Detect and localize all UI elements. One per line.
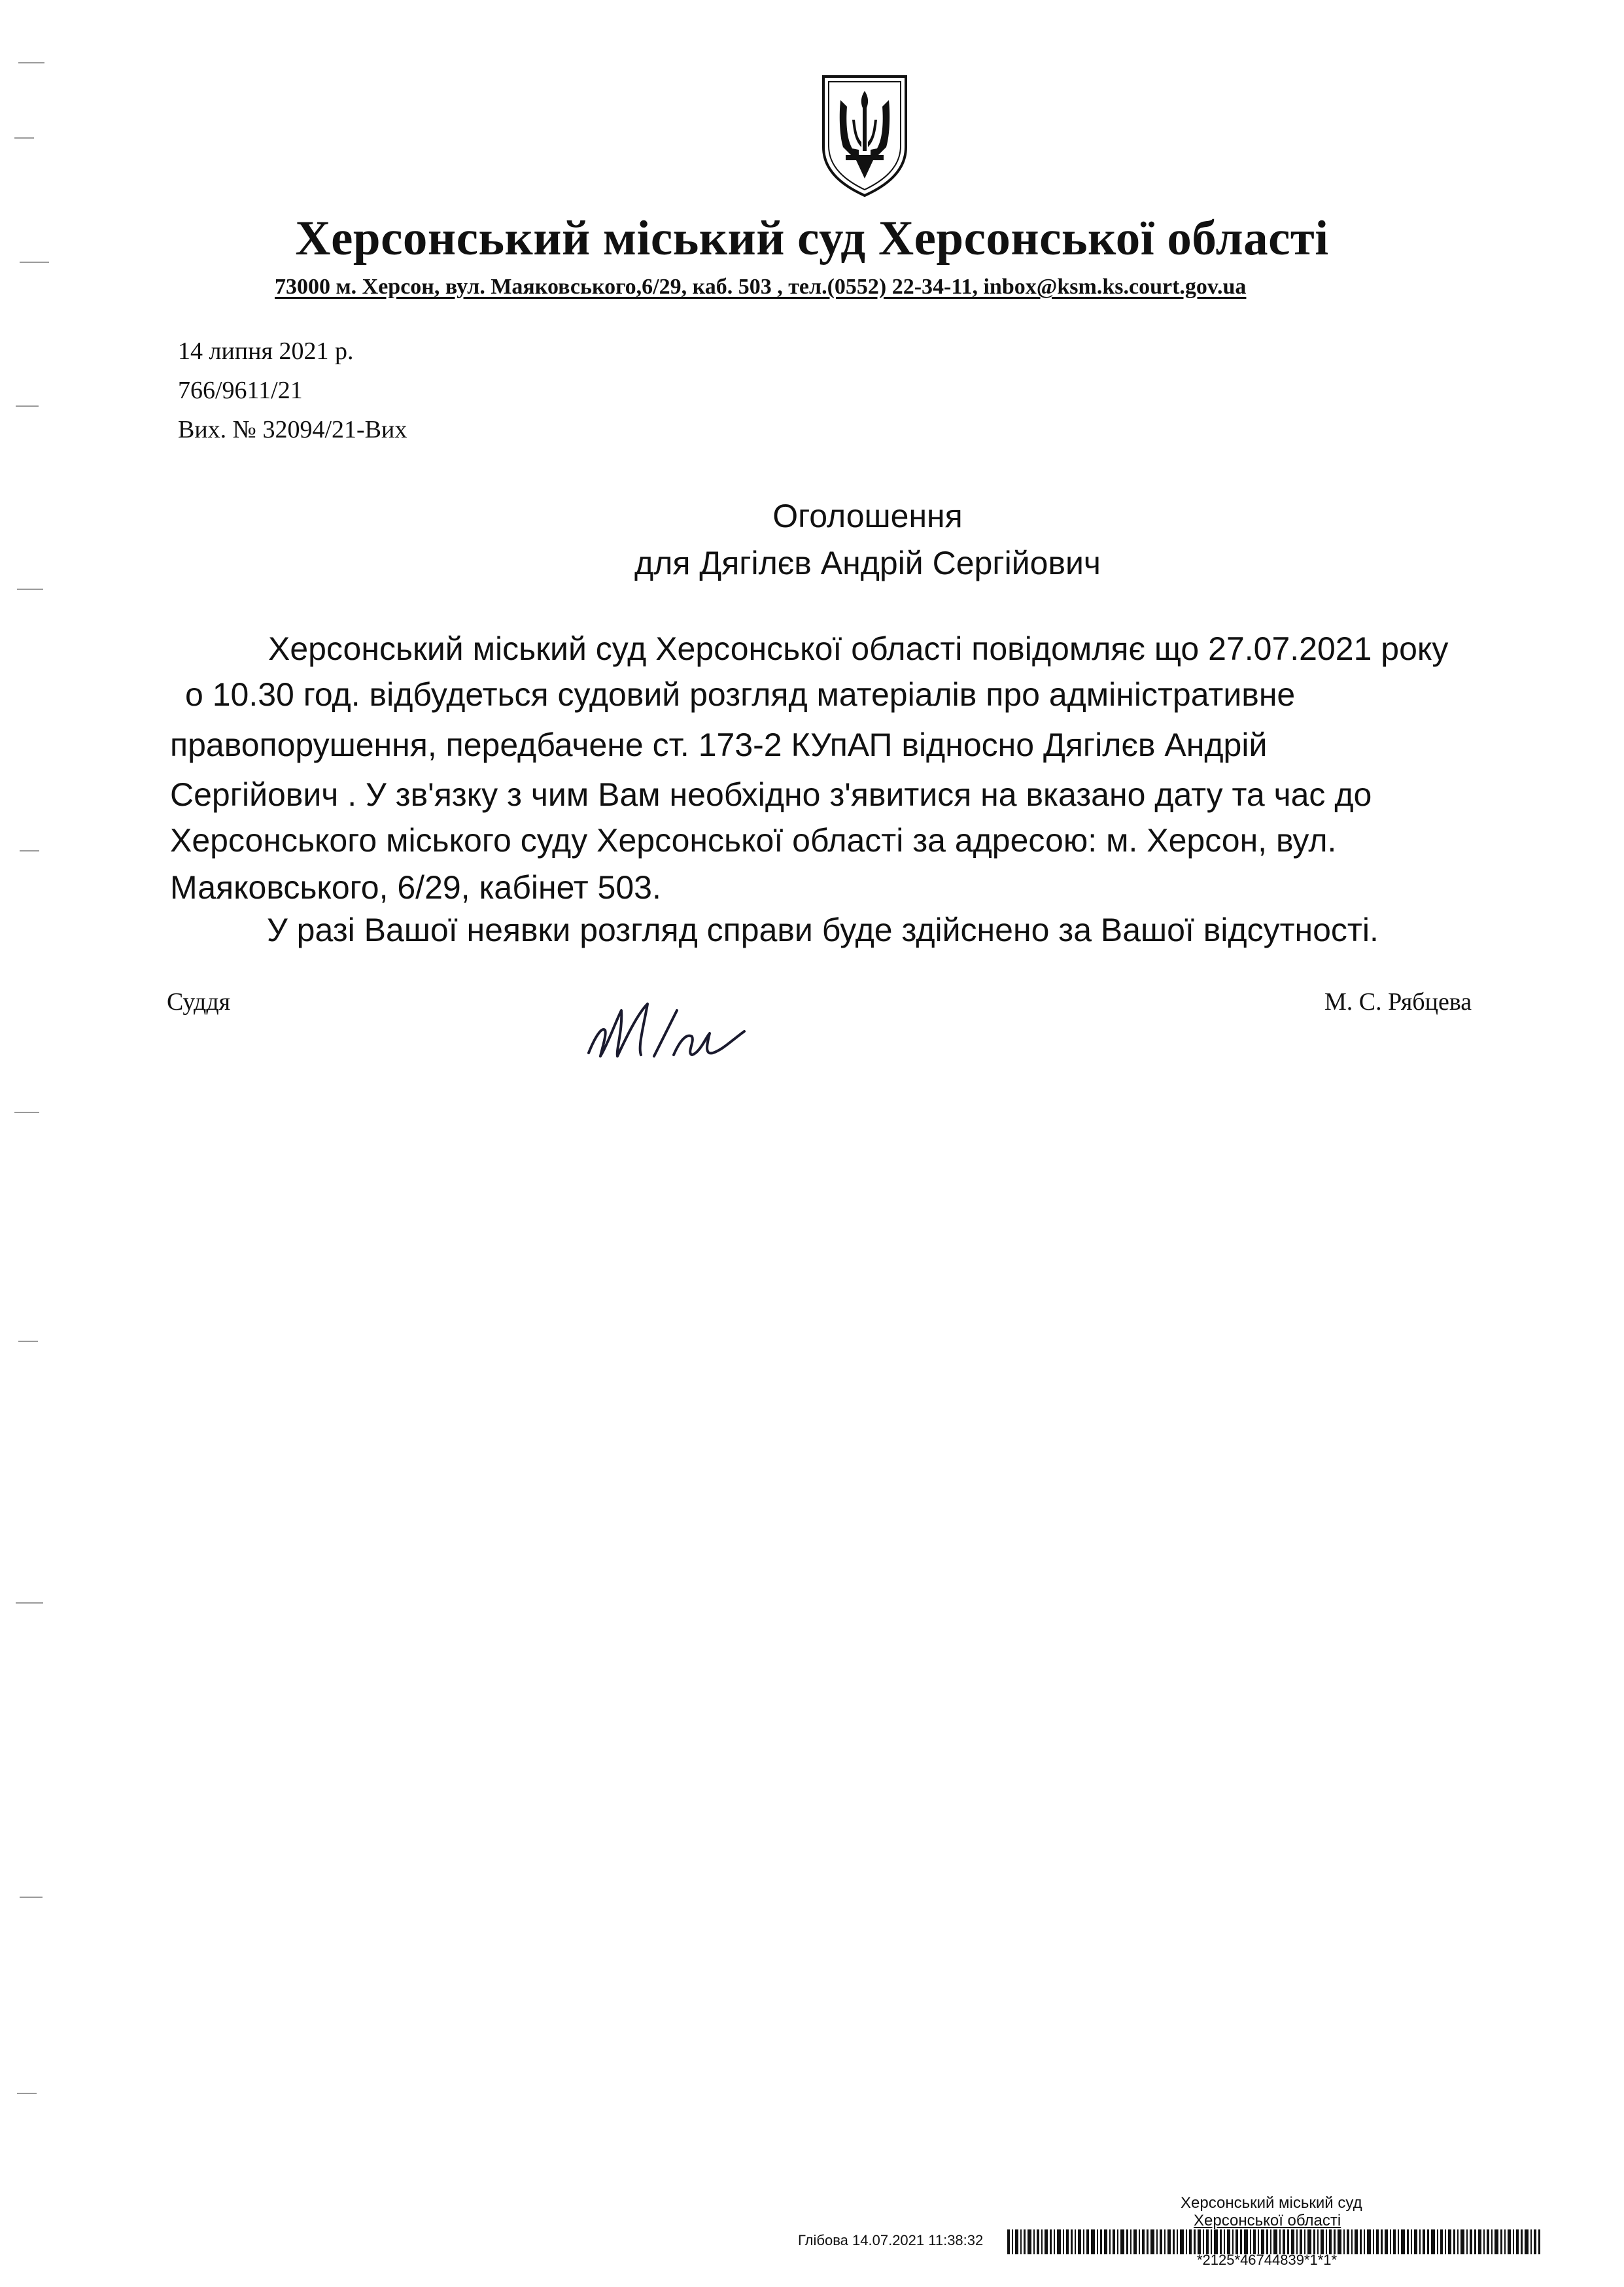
scan-speck [16, 1602, 43, 1604]
body-line: правопорушення, передбачене ст. 173-2 КУпАП відносно Дягілєв Андрій [170, 727, 1268, 763]
scan-speck [20, 850, 39, 851]
footer-user-stamp: Глібова 14.07.2021 11:38:32 [798, 2232, 984, 2248]
footer-court-line1: Херсонський міський суд [1181, 2194, 1362, 2212]
scan-speck [17, 2093, 37, 2094]
scan-speck [20, 1897, 43, 1898]
letter-date: 14 липня 2021 р. [178, 337, 354, 365]
scan-speck [14, 1112, 39, 1113]
barcode-icon [1007, 2229, 1544, 2254]
body-line: о 10.30 год. відбудеться судовий розгляд матеріалів про адміністративне [185, 676, 1296, 713]
scan-speck [14, 137, 34, 139]
ukraine-coat-of-arms-icon [820, 74, 910, 198]
footer-court-line2: Херсонської області [1194, 2212, 1341, 2229]
body-line: Херсонського міського суду Херсонської області за адресою: м. Херсон, вул. [170, 822, 1337, 859]
body-line: Херсонський міський суд Херсонської області повідомляє що 27.07.2021 року [268, 630, 1449, 667]
scan-speck [16, 405, 39, 407]
court-name: Херсонський міський суд Херсонської області [295, 211, 1329, 266]
body-line: У разі Вашої неявки розгляд справи буде здійснено за Вашої відсутності. [267, 912, 1379, 948]
scan-speck [18, 62, 44, 63]
barcode-number: *2125*46744839*1*1* [1197, 2252, 1338, 2268]
outgoing-number: Вих. № 32094/21-Вих [178, 416, 407, 443]
notice-recipient: для Дягілєв Андрій Сергійович [634, 545, 1101, 581]
case-number: 766/9611/21 [178, 377, 303, 404]
scan-speck [17, 589, 43, 590]
signer-name: М. С. Рябцева [1324, 988, 1472, 1016]
body-line: Сергійович . У зв'язку з чим Вам необхідно з'явитися на вказано дату та час до [170, 776, 1372, 813]
court-address: 73000 м. Херсон, вул. Маяковського,6/29, каб. 503 , тел.(0552) 22-34-11, inbox@ksm.ks.court.gov.ua [275, 275, 1247, 299]
scan-speck [18, 1341, 38, 1342]
signer-role: Суддя [167, 988, 231, 1016]
notice-title: Оголошення [772, 498, 963, 534]
handwritten-signature-icon [576, 991, 752, 1069]
body-line: Маяковського, 6/29, кабінет 503. [170, 869, 661, 906]
